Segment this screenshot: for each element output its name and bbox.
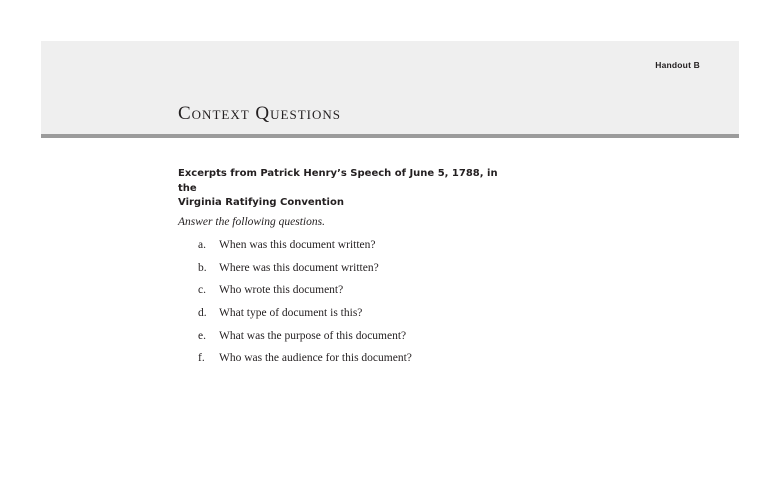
question-text: When was this document written? bbox=[219, 239, 376, 251]
document-heading bbox=[178, 167, 518, 211]
question-letter: e. bbox=[198, 329, 206, 342]
question-item bbox=[198, 284, 412, 307]
question-item bbox=[198, 330, 412, 353]
question-item bbox=[198, 239, 412, 262]
question-text: What type of document is this? bbox=[219, 307, 363, 320]
question-text: Who wrote this document? bbox=[219, 284, 344, 297]
title-rule bbox=[41, 134, 739, 138]
question-text: What was the purpose of this document? bbox=[219, 329, 407, 342]
question-list bbox=[198, 239, 412, 375]
question-text: Where was this document written? bbox=[219, 261, 379, 274]
question-item bbox=[198, 262, 412, 285]
question-letter: f. bbox=[198, 352, 205, 365]
question-letter: b. bbox=[198, 261, 207, 274]
page-title: Context Questions bbox=[178, 103, 341, 124]
header-band bbox=[41, 41, 739, 135]
question-item bbox=[198, 352, 412, 375]
question-letter: c. bbox=[198, 284, 206, 297]
question-letter: a. bbox=[198, 239, 206, 251]
question-item bbox=[198, 307, 412, 330]
document-heading-line-1: Excerpts from Patrick Henry’s Speech of June 5, 1788, in the bbox=[178, 168, 498, 194]
handout-label: Handout B bbox=[655, 60, 700, 70]
question-letter: d. bbox=[198, 307, 207, 320]
document-heading-line-2: Virginia Ratifying Convention bbox=[178, 197, 344, 208]
instructions: Answer the following questions. bbox=[178, 216, 325, 228]
question-text: Who was the audience for this document? bbox=[219, 352, 412, 365]
